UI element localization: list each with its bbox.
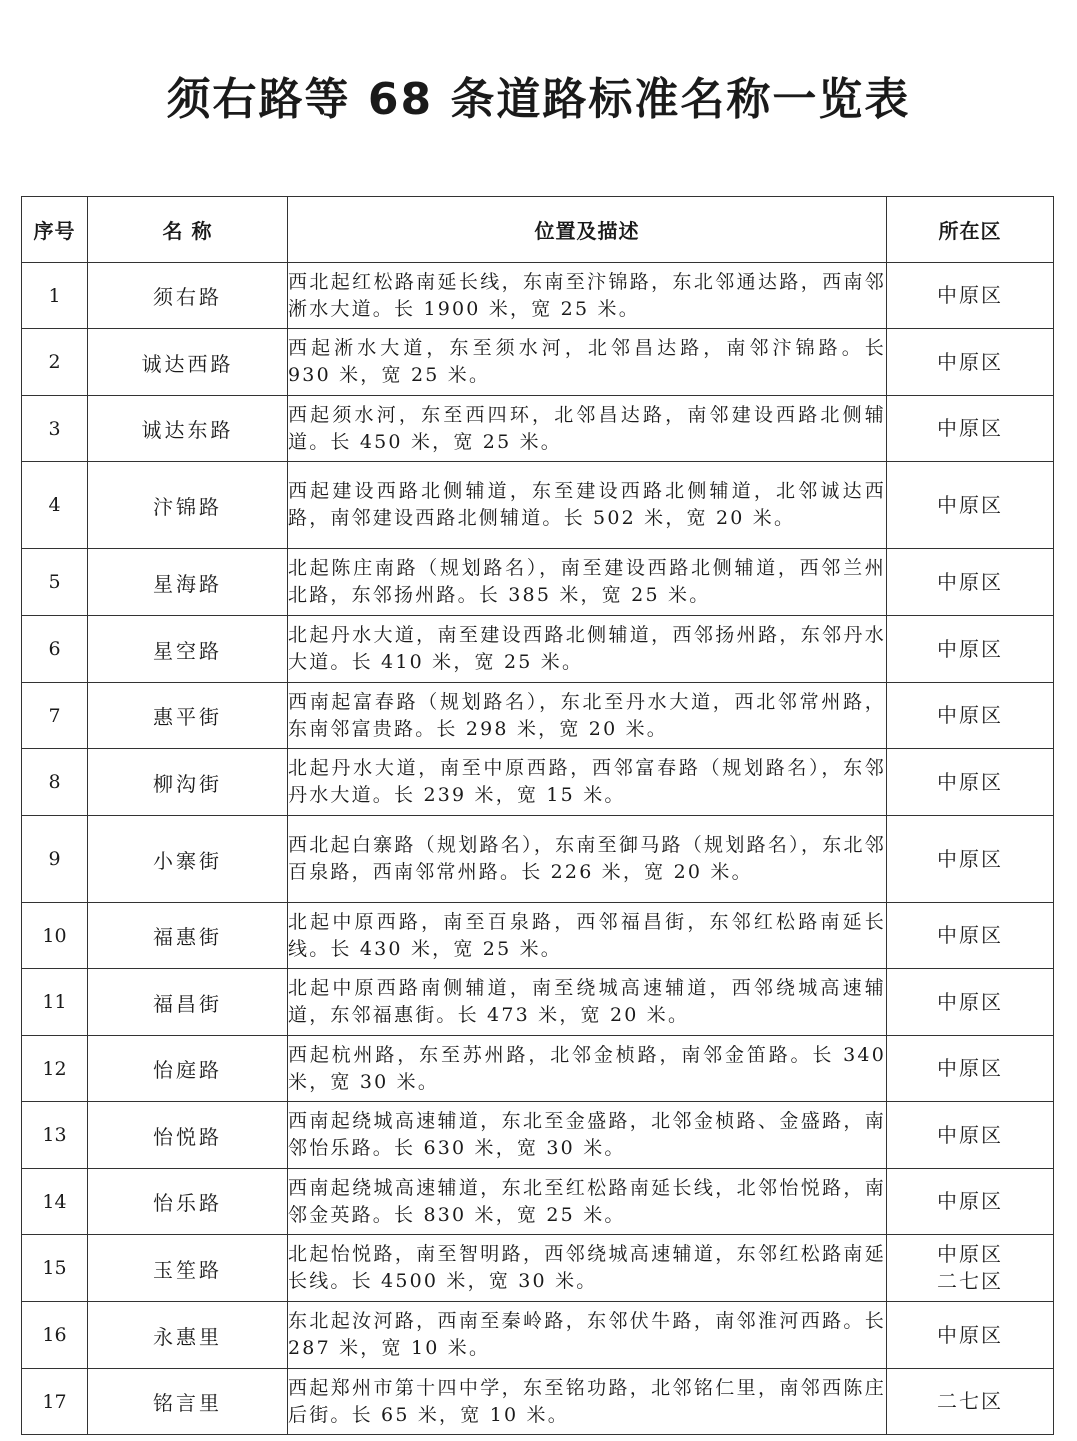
- table-row: [22, 749, 1054, 816]
- table-row: [22, 396, 1054, 462]
- table-body: [22, 263, 1054, 1435]
- district-label: 中原区: [937, 1322, 1003, 1347]
- road-district: [887, 903, 1054, 969]
- row-number: 8: [22, 749, 88, 816]
- road-district: [887, 1369, 1054, 1435]
- road-name: 星海路: [88, 549, 288, 616]
- district-label: 中原区: [937, 1122, 1003, 1147]
- table-row: [22, 1169, 1054, 1235]
- road-description: 西起郑州市第十四中学，东至铭功路，北邻铭仁里，南邻西陈庄后街。长 65 米，宽 10 米。: [288, 1369, 887, 1435]
- table-row: [22, 616, 1054, 683]
- road-description: 西南起绕城高速辅道，东北至金盛路，北邻金桢路、金盛路，南邻怡乐路。长 630 米，宽 30 米。: [288, 1102, 887, 1169]
- district-label: 中原区: [937, 283, 1003, 307]
- road-name: 星空路: [88, 616, 288, 683]
- road-description: 北起中原西路，南至百泉路，西邻福昌街，东邻红松路南延长线。长 430 米，宽 25 米。: [288, 903, 887, 969]
- road-district: [887, 329, 1054, 396]
- district-label: 中原区: [937, 349, 1003, 374]
- district-label: 中原区: [937, 846, 1003, 871]
- road-description: 西北起红松路南延长线，东南至汴锦路，东北邻通达路，西南邻淅水大道。长 1900 米，宽 25 米。: [288, 263, 887, 329]
- table-header-row: [22, 197, 1054, 263]
- row-number: 16: [22, 1302, 88, 1369]
- row-number: 10: [22, 903, 88, 969]
- road-name: 福昌街: [88, 969, 288, 1036]
- district-label: 中原区: [937, 1189, 1003, 1213]
- table-row: [22, 1235, 1054, 1302]
- header-no: 序号: [22, 197, 88, 263]
- district-label: 二七区: [937, 1269, 1003, 1293]
- row-number: 2: [22, 329, 88, 396]
- road-district: [887, 263, 1054, 329]
- road-district: [887, 1169, 1054, 1235]
- table-row: [22, 1102, 1054, 1169]
- road-name: 铭言里: [88, 1369, 288, 1435]
- district-label: 二七区: [937, 1389, 1003, 1413]
- table-row: [22, 263, 1054, 329]
- table-row: [22, 462, 1054, 549]
- row-number: 15: [22, 1235, 88, 1302]
- road-district: [887, 749, 1054, 816]
- road-district: [887, 549, 1054, 616]
- road-description: 北起怡悦路，南至智明路，西邻绕城高速辅道，东邻红松路南延长线。长 4500 米，宽 30 米。: [288, 1235, 887, 1302]
- table-row: [22, 1302, 1054, 1369]
- road-district: [887, 969, 1054, 1036]
- road-district: [887, 462, 1054, 549]
- road-description: 北起丹水大道，南至中原西路，西邻富春路（规划路名），东邻丹水大道。长 239 米，宽 15 米。: [288, 749, 887, 816]
- row-number: 7: [22, 683, 88, 749]
- row-number: 12: [22, 1036, 88, 1102]
- road-district: [887, 1102, 1054, 1169]
- table-row: [22, 329, 1054, 396]
- road-description: 东北起汝河路，西南至秦岭路，东邻伏牛路，南邻淮河西路。长 287 米，宽 10 米。: [288, 1302, 887, 1369]
- table-row: [22, 549, 1054, 616]
- road-name: 怡乐路: [88, 1169, 288, 1235]
- district-label: 中原区: [937, 492, 1003, 517]
- road-name: 福惠街: [88, 903, 288, 969]
- district-label: 中原区: [937, 769, 1003, 794]
- header-district: 所在区: [887, 197, 1054, 263]
- road-district: [887, 616, 1054, 683]
- road-name: 怡庭路: [88, 1036, 288, 1102]
- road-description: 西起须水河，东至西四环，北邻昌达路，南邻建设西路北侧辅道。长 450 米，宽 25 米。: [288, 396, 887, 462]
- row-number: 5: [22, 549, 88, 616]
- road-name: 柳沟街: [88, 749, 288, 816]
- table-row: [22, 969, 1054, 1036]
- row-number: 1: [22, 263, 88, 329]
- road-name: 怡悦路: [88, 1102, 288, 1169]
- district-label: 中原区: [937, 1242, 1003, 1266]
- district-label: 中原区: [937, 989, 1003, 1014]
- district-label: 中原区: [937, 416, 1003, 440]
- road-district: [887, 396, 1054, 462]
- page-title: 须右路等 68 条道路标准名称一览表: [166, 74, 911, 125]
- road-description: 西起淅水大道，东至须水河，北邻昌达路，南邻汴锦路。长 930 米，宽 25 米。: [288, 329, 887, 396]
- row-number: 3: [22, 396, 88, 462]
- road-district: [887, 1235, 1054, 1302]
- header-name: 名 称: [88, 197, 288, 263]
- road-names-table: [21, 196, 1054, 1435]
- road-name: 汴锦路: [88, 462, 288, 549]
- header-description: 位置及描述: [288, 197, 887, 263]
- district-label: 中原区: [937, 636, 1003, 661]
- road-description: 北起丹水大道，南至建设西路北侧辅道，西邻扬州路，东邻丹水大道。长 410 米，宽 25 米。: [288, 616, 887, 683]
- road-name: 永惠里: [88, 1302, 288, 1369]
- district-label: 中原区: [937, 703, 1003, 727]
- table-row: [22, 1036, 1054, 1102]
- row-number: 9: [22, 816, 88, 903]
- road-name: 玉笙路: [88, 1235, 288, 1302]
- road-description: 西南起富春路（规划路名），东北至丹水大道，西北邻常州路，东南邻富贵路。长 298 米，宽 20 米。: [288, 683, 887, 749]
- row-number: 14: [22, 1169, 88, 1235]
- row-number: 17: [22, 1369, 88, 1435]
- table-row: [22, 816, 1054, 903]
- district-label: 中原区: [937, 1056, 1003, 1080]
- road-name: 惠平街: [88, 683, 288, 749]
- district-label: 中原区: [937, 569, 1003, 594]
- road-name: 诚达东路: [88, 396, 288, 462]
- road-name: 须右路: [88, 263, 288, 329]
- road-description: 北起中原西路南侧辅道，南至绕城高速辅道，西邻绕城高速辅道，东邻福惠街。长 473 米，宽 20 米。: [288, 969, 887, 1036]
- road-description: 北起陈庄南路（规划路名），南至建设西路北侧辅道，西邻兰州北路，东邻扬州路。长 385 米，宽 25 米。: [288, 549, 887, 616]
- road-description: 西起建设西路北侧辅道，东至建设西路北侧辅道，北邻诚达西路，南邻建设西路北侧辅道。长 502 米，宽 20 米。: [288, 462, 887, 549]
- road-description: 西北起白寨路（规划路名），东南至御马路（规划路名），东北邻百泉路，西南邻常州路。长 226 米，宽 20 米。: [288, 816, 887, 903]
- table-row: [22, 903, 1054, 969]
- table-row: [22, 1369, 1054, 1435]
- road-name: 小寨街: [88, 816, 288, 903]
- road-district: [887, 683, 1054, 749]
- district-label: 中原区: [937, 923, 1003, 947]
- road-district: [887, 1302, 1054, 1369]
- row-number: 11: [22, 969, 88, 1036]
- road-description: 西起杭州路，东至苏州路，北邻金桢路，南邻金笛路。长 340 米，宽 30 米。: [288, 1036, 887, 1102]
- road-name: 诚达西路: [88, 329, 288, 396]
- road-district: [887, 816, 1054, 903]
- table-row: [22, 683, 1054, 749]
- row-number: 6: [22, 616, 88, 683]
- row-number: 4: [22, 462, 88, 549]
- road-district: [887, 1036, 1054, 1102]
- road-description: 西南起绕城高速辅道，东北至红松路南延长线，北邻怡悦路，南邻金英路。长 830 米，宽 25 米。: [288, 1169, 887, 1235]
- row-number: 13: [22, 1102, 88, 1169]
